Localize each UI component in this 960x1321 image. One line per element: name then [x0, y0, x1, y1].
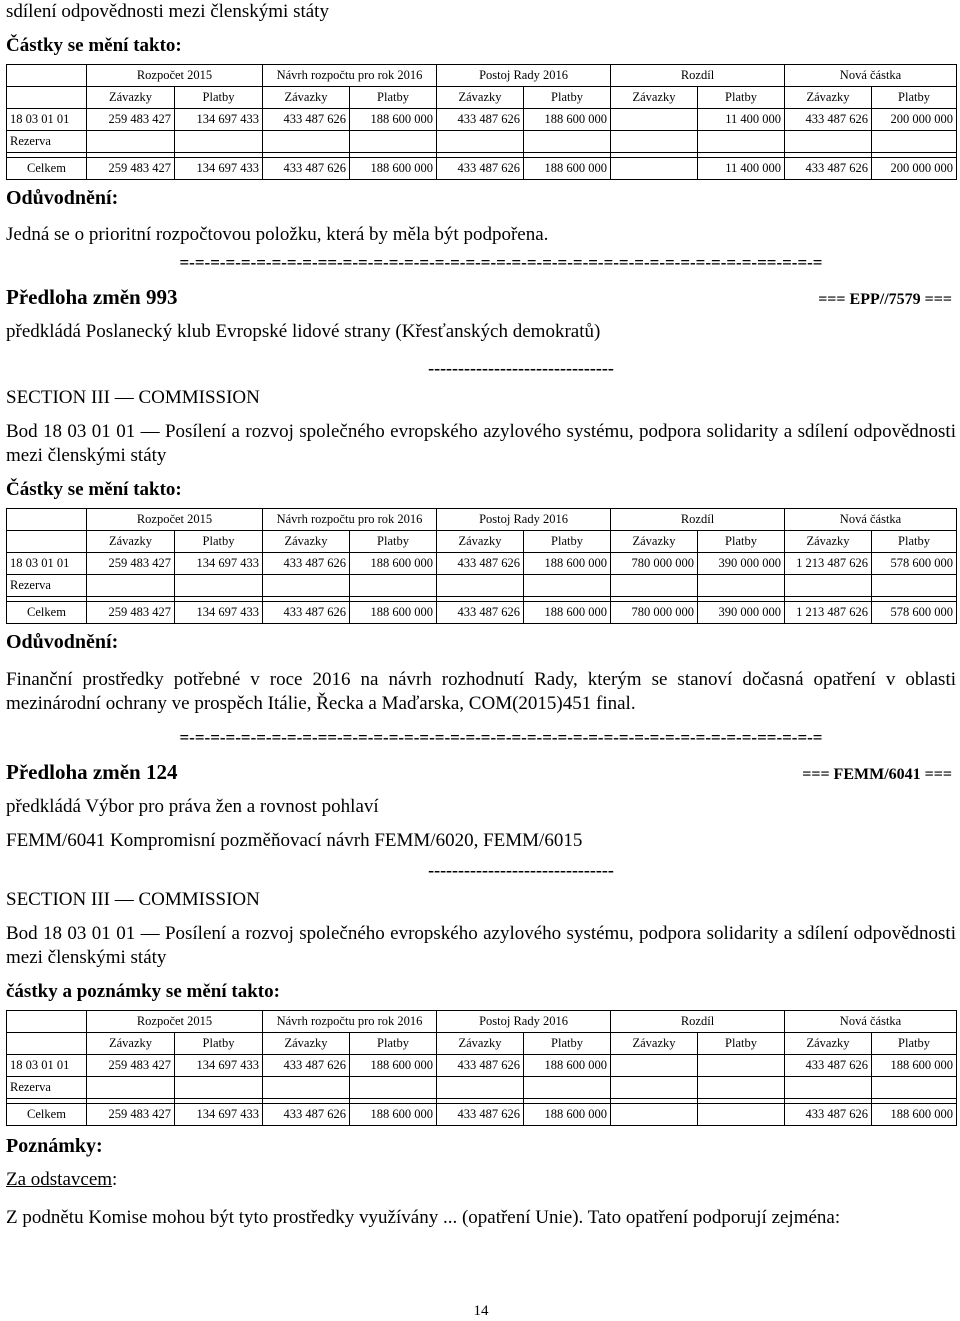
empty-cell: [7, 1011, 87, 1033]
cell: 433 487 626: [785, 109, 872, 131]
cell: 134 697 433: [175, 553, 263, 575]
cell: [611, 158, 698, 180]
row-label: Celkem: [7, 602, 87, 624]
header-group: Rozdíl: [611, 1011, 785, 1033]
header-sub: Závazky: [87, 531, 175, 553]
budget-item-line: Bod 18 03 01 01 — Posílení a rozvoj společného evropského azylového systému, podpora solidarity a sdílení odpovědnosti mezi členskými státy: [6, 923, 956, 968]
header-sub: Závazky: [611, 87, 698, 109]
row-label: 18 03 01 01: [7, 109, 87, 131]
cell: [611, 1055, 698, 1077]
header-sub: Závazky: [437, 531, 524, 553]
header-sub: Závazky: [437, 87, 524, 109]
cell: 433 487 626: [437, 602, 524, 624]
cell: 188 600 000: [524, 1104, 611, 1126]
table-row: [7, 553, 957, 575]
header-sub: Platby: [872, 1033, 957, 1055]
amendment-title: Předloha změn 124: [6, 760, 178, 784]
table-header-groups: [7, 1011, 957, 1033]
amendment-header-124: [6, 759, 956, 785]
cell: 433 487 626: [263, 1055, 350, 1077]
cell: 433 487 626: [785, 1104, 872, 1126]
cell: 188 600 000: [350, 158, 437, 180]
cell: 433 487 626: [785, 1055, 872, 1077]
notes-heading: Poznámky:: [6, 1135, 103, 1157]
section-line: SECTION III — COMMISSION: [6, 387, 260, 408]
amounts-heading-1: Částky se mění takto:: [6, 35, 182, 56]
cell: 433 487 626: [263, 158, 350, 180]
cell: 200 000 000: [872, 158, 957, 180]
dash-line: -------------------------------: [428, 860, 614, 880]
submitter-line: předkládá Poslanecký klub Evropské lidové strany (Křesťanských demokratů): [6, 321, 601, 342]
header-group: Postoj Rady 2016: [437, 1011, 611, 1033]
budget-table-3: [6, 1010, 957, 1126]
cell: 188 600 000: [524, 1055, 611, 1077]
cell: 11 400 000: [698, 158, 785, 180]
header-sub: Závazky: [785, 87, 872, 109]
continued-line: sdílení odpovědnosti mezi členskými státy: [6, 1, 329, 22]
justification-heading-1: Odůvodnění:: [6, 187, 119, 209]
row-label: 18 03 01 01: [7, 553, 87, 575]
amounts-heading-3: částky a poznámky se mění takto:: [6, 981, 280, 1002]
budget-table-2: [6, 508, 957, 624]
cell: 134 697 433: [175, 109, 263, 131]
table-row: [7, 575, 957, 597]
header-group: Postoj Rady 2016: [437, 65, 611, 87]
header-sub: Platby: [872, 531, 957, 553]
budget-item-line: Bod 18 03 01 01 — Posílení a rozvoj společného evropského azylového systému, podpora solidarity a sdílení odpovědnosti mezi členskými státy: [6, 421, 956, 466]
row-label: Rezerva: [7, 131, 87, 153]
empty-cell: [7, 65, 87, 87]
cell: 188 600 000: [524, 602, 611, 624]
header-sub: Platby: [350, 87, 437, 109]
cell: 188 600 000: [350, 1055, 437, 1077]
header-sub: Platby: [524, 1033, 611, 1055]
cell: 433 487 626: [437, 158, 524, 180]
header-sub: Závazky: [87, 87, 175, 109]
justification-text-2: Finanční prostředky potřebné v roce 2016 na návrh rozhodnutí Rady, kterým se stanoví dočasná opatření v oblasti mezinárodní ochrany ve prospěch Itálie, Řecka a Maďarska, COM(2015)451 final.: [6, 669, 956, 714]
header-group: Nová částka: [785, 509, 957, 531]
header-sub: Platby: [698, 531, 785, 553]
cell: 433 487 626: [263, 602, 350, 624]
header-sub: Závazky: [263, 531, 350, 553]
dash-line: -------------------------------: [428, 358, 614, 378]
cell: [698, 1104, 785, 1126]
cell: 188 600 000: [524, 158, 611, 180]
header-sub: Platby: [350, 1033, 437, 1055]
header-sub: Platby: [175, 531, 263, 553]
separator-line-1: =-=-=-=-=-=-=-=-=-==-=-=-=-=-=-=-=-=-=-=-=-=-=-=-=-=-=-=-=-=-=-=-=-=-=-=-=-==-=-=-=: [179, 253, 823, 272]
cell: 134 697 433: [175, 1104, 263, 1126]
empty-cell: [7, 509, 87, 531]
table-row: [7, 1055, 957, 1077]
header-sub: Platby: [698, 87, 785, 109]
submitter-line: předkládá Výbor pro práva žen a rovnost pohlaví: [6, 796, 379, 817]
header-group: Návrh rozpočtu pro rok 2016: [263, 509, 437, 531]
justification-heading-2: Odůvodnění:: [6, 631, 119, 653]
table-header-sub: [7, 1033, 957, 1055]
cell: 188 600 000: [524, 553, 611, 575]
table-row-total: [7, 602, 957, 624]
cell: 259 483 427: [87, 158, 175, 180]
compromise-line: FEMM/6041 Kompromisní pozměňovací návrh FEMM/6020, FEMM/6015: [6, 830, 583, 851]
amendment-ref: === EPP//7579 ===: [818, 291, 952, 308]
header-group: Rozpočet 2015: [87, 65, 263, 87]
header-sub: Závazky: [611, 531, 698, 553]
header-sub: Závazky: [263, 1033, 350, 1055]
row-label: Celkem: [7, 1104, 87, 1126]
header-sub: Platby: [524, 531, 611, 553]
empty-cell: [7, 87, 87, 109]
separator-line-2: =-=-=-=-=-=-=-=-=-==-=-=-=-=-=-=-=-=-=-=-=-=-=-=-=-=-=-=-=-=-=-=-=-=-=-=-=-==-=-=-=: [179, 728, 823, 747]
cell: 134 697 433: [175, 602, 263, 624]
cell: 11 400 000: [698, 109, 785, 131]
paragraph-label-line: [6, 1168, 956, 1192]
table-header-groups: [7, 509, 957, 531]
cell: 1 213 487 626: [785, 553, 872, 575]
justification-text-1: Jedná se o prioritní rozpočtovou položku, která by měla být podpořena.: [6, 224, 549, 245]
empty-cell: [7, 1033, 87, 1055]
header-sub: Závazky: [87, 1033, 175, 1055]
header-group: Postoj Rady 2016: [437, 509, 611, 531]
page-number: 14: [473, 1303, 489, 1319]
header-group: Rozpočet 2015: [87, 1011, 263, 1033]
budget-table-1: [6, 64, 957, 180]
header-group: Rozdíl: [611, 65, 785, 87]
header-sub: Závazky: [785, 531, 872, 553]
paragraph-label: Za odstavcem: [6, 1169, 113, 1190]
header-sub: Závazky: [263, 87, 350, 109]
cell: 433 487 626: [437, 1055, 524, 1077]
cell: 433 487 626: [263, 1104, 350, 1126]
cell: 188 600 000: [350, 553, 437, 575]
cell: 200 000 000: [872, 109, 957, 131]
header-sub: Závazky: [437, 1033, 524, 1055]
header-sub: Závazky: [611, 1033, 698, 1055]
cell: 188 600 000: [872, 1055, 957, 1077]
header-group: Návrh rozpočtu pro rok 2016: [263, 1011, 437, 1033]
cell: 578 600 000: [872, 553, 957, 575]
header-sub: Platby: [175, 87, 263, 109]
cell: 188 600 000: [350, 1104, 437, 1126]
cell: 259 483 427: [87, 602, 175, 624]
header-sub: Platby: [698, 1033, 785, 1055]
cell: 259 483 427: [87, 553, 175, 575]
cell: 259 483 427: [87, 1104, 175, 1126]
notes-text: Z podnětu Komise mohou být tyto prostředky využívány ... (opatření Unie). Tato opatření podporují zejména:: [6, 1207, 841, 1228]
table-header-sub: [7, 87, 957, 109]
cell: 259 483 427: [87, 1055, 175, 1077]
document-page: [6, 0, 956, 1319]
table-row-total: [7, 1104, 957, 1126]
cell: [611, 109, 698, 131]
header-sub: Platby: [175, 1033, 263, 1055]
section-line: SECTION III — COMMISSION: [6, 889, 260, 910]
cell: 134 697 433: [175, 1055, 263, 1077]
cell: 188 600 000: [524, 109, 611, 131]
cell: 134 697 433: [175, 158, 263, 180]
table-row: [7, 131, 957, 153]
table-row: [7, 1077, 957, 1099]
header-group: Rozpočet 2015: [87, 509, 263, 531]
cell: 390 000 000: [698, 553, 785, 575]
header-sub: Platby: [524, 87, 611, 109]
header-group: Rozdíl: [611, 509, 785, 531]
header-group: Nová částka: [785, 65, 957, 87]
amendment-ref: === FEMM/6041 ===: [802, 766, 952, 783]
cell: [698, 1055, 785, 1077]
cell: 433 487 626: [437, 109, 524, 131]
amendment-header-993: [6, 284, 956, 310]
amounts-heading-2: Částky se mění takto:: [6, 479, 182, 500]
cell: 780 000 000: [611, 553, 698, 575]
cell: 433 487 626: [437, 553, 524, 575]
cell: 188 600 000: [350, 602, 437, 624]
cell: 433 487 626: [437, 1104, 524, 1126]
table-header-sub: [7, 531, 957, 553]
amendment-title: Předloha změn 993: [6, 285, 178, 309]
header-sub: Platby: [350, 531, 437, 553]
empty-cell: [7, 531, 87, 553]
cell: 433 487 626: [785, 158, 872, 180]
table-row-total: [7, 158, 957, 180]
cell: 390 000 000: [698, 602, 785, 624]
row-label: Rezerva: [7, 1077, 87, 1099]
cell: 578 600 000: [872, 602, 957, 624]
paragraph-label-colon: :: [112, 1169, 118, 1190]
cell: 433 487 626: [263, 553, 350, 575]
cell: 188 600 000: [350, 109, 437, 131]
header-sub: Platby: [872, 87, 957, 109]
cell: 780 000 000: [611, 602, 698, 624]
header-sub: Závazky: [785, 1033, 872, 1055]
cell: [611, 1104, 698, 1126]
row-label: Rezerva: [7, 575, 87, 597]
table-header-groups: [7, 65, 957, 87]
header-group: Nová částka: [785, 1011, 957, 1033]
header-group: Návrh rozpočtu pro rok 2016: [263, 65, 437, 87]
row-label: 18 03 01 01: [7, 1055, 87, 1077]
cell: 259 483 427: [87, 109, 175, 131]
row-label: Celkem: [7, 158, 87, 180]
cell: 1 213 487 626: [785, 602, 872, 624]
table-row: [7, 109, 957, 131]
cell: 188 600 000: [872, 1104, 957, 1126]
cell: 433 487 626: [263, 109, 350, 131]
